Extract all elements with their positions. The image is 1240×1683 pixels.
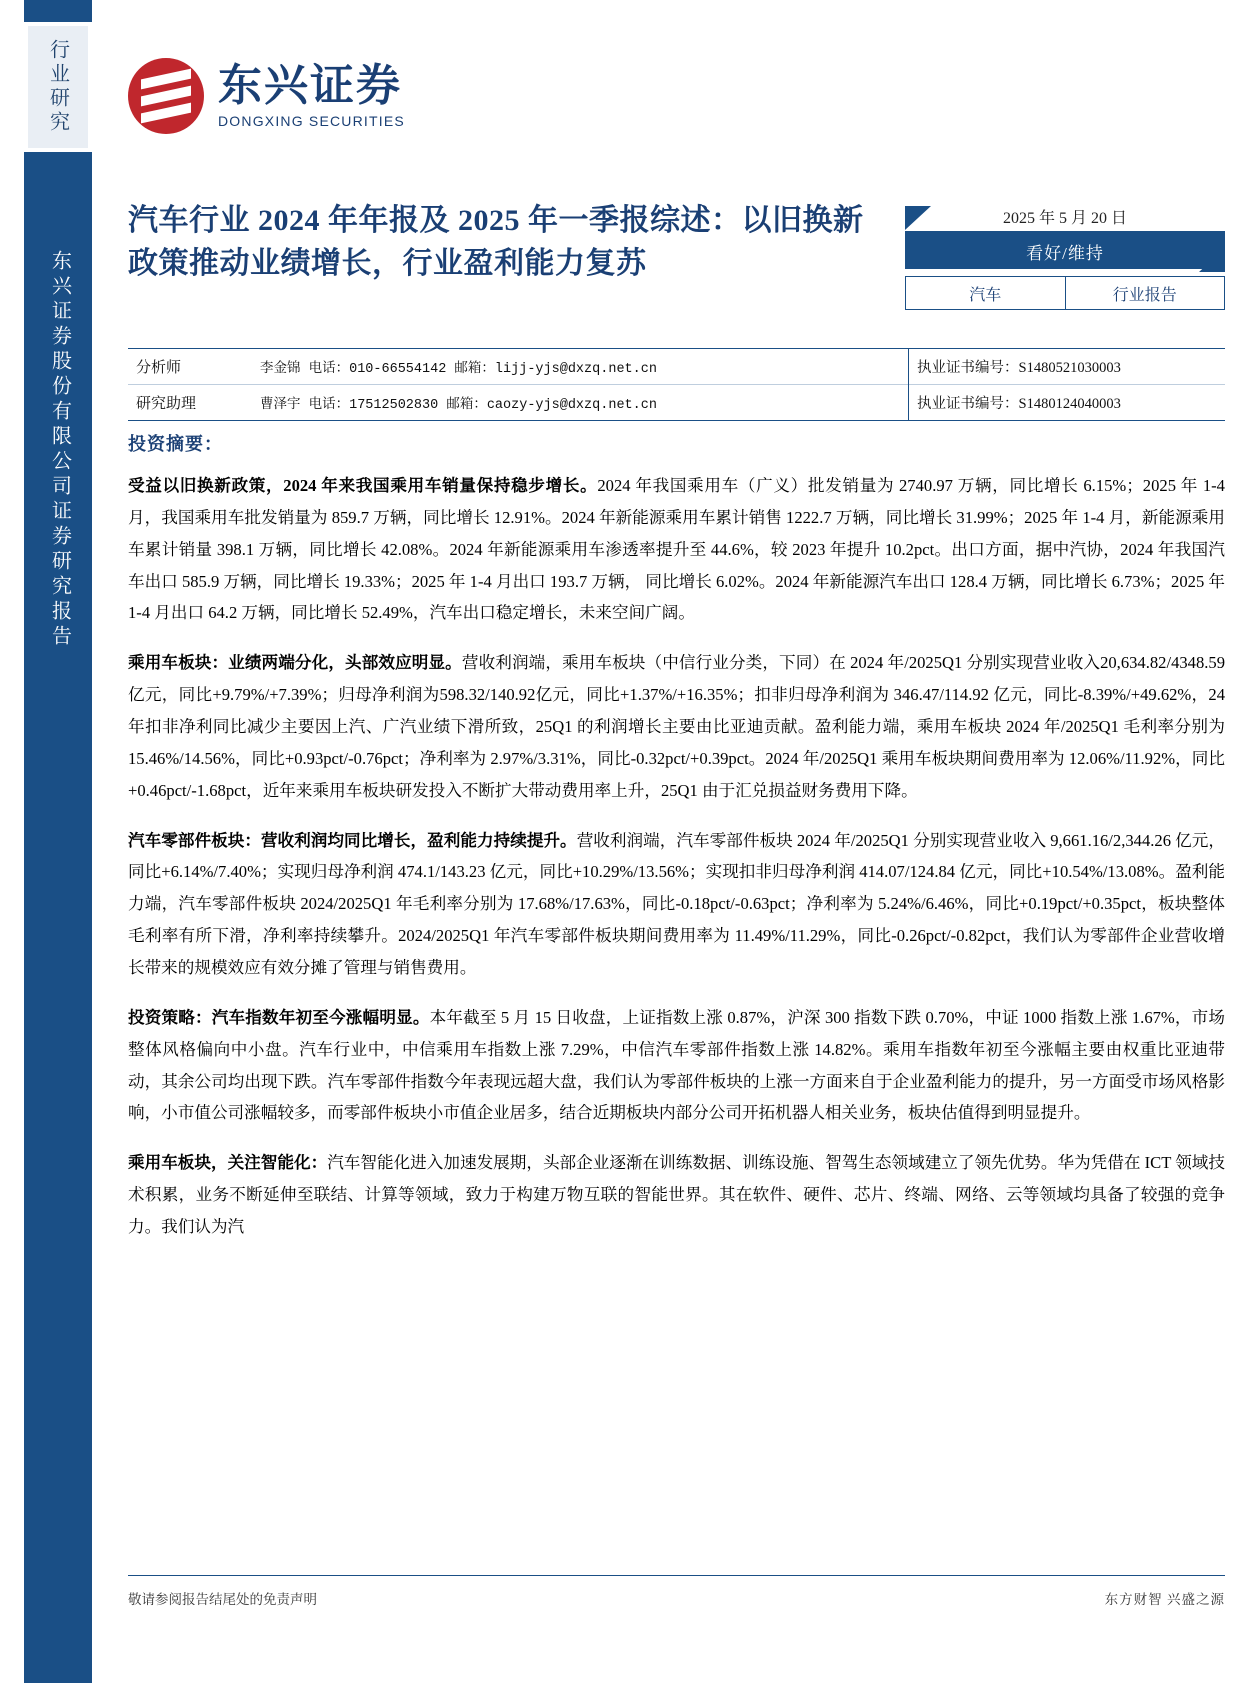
report-date: 2025 年 5 月 20 日 [1002, 210, 1127, 227]
footer-disclaimer: 敬请参阅报告结尾处的免责声明 [128, 1592, 317, 1607]
analyst-table [128, 348, 1225, 421]
paragraph-text: 2024 年我国乘用车（广义）批发销量为 2740.97 万辆，同比增长 6.15%；2025 年 1-4 月，我国乘用车批发销量为 859.7 万辆，同比增长 12.91%。2024 年新能源乘用车累计销售 1222.7 万辆，同比增长 31.99%；2025 年 1-4 月，新能源乘用车累计销量 398.1 万辆，同比增长 42.08%。2024 年新能源乘用车渗透率提升至 44.6%，较 2023 年提升 10.2pct。出口方面，据中汽协，2024 年我国汽车出口 585.9 万辆，同比增长 19.33%；2025 年 1-4 月出口 193.7 万辆， 同比增长 6.02%。2024 年新能源汽车出口 128.4 万辆，同比增长 6.73%；2025 年 1-4 月出口 64.2 万辆，同比增长 52.49%，汽车出口稳定增长，未来空间广阔。 [128, 476, 1225, 623]
assistant-info: 曹泽宇 电话：17512502830 邮箱：caozy-yjs@dxzq.net.cn [252, 385, 909, 421]
vertical-company-label: 东兴证券股份有限公司证券研究报告 [48, 250, 71, 650]
paragraph [128, 825, 1225, 984]
rating-badge: 看好/维持 [905, 233, 1225, 269]
footer-slogan: 东方财智 兴盛之源 [1104, 1592, 1225, 1607]
paragraph [128, 470, 1225, 629]
vertical-company-label-wrap [30, 250, 88, 890]
report-type-tag: 行业报告 [1065, 277, 1225, 309]
industry-research-tab [28, 26, 88, 148]
analyst-info: 李金锦 电话：010-66554142 邮箱：lijj-yjs@dxzq.net.cn [252, 349, 909, 385]
brand-logo [128, 58, 405, 134]
page-title: 汽车行业 2024 年年报及 2025 年一季报综述：以旧换新政策推动业绩增长，行业盈利能力复苏 [128, 204, 864, 280]
paragraph-lead: 汽车零部件板块：营收利润均同比增长，盈利能力持续提升。 [128, 830, 577, 850]
paragraph-lead: 乘用车板块，关注智能化： [128, 1153, 328, 1173]
table-row [128, 385, 1225, 421]
decor-triangle-right-icon [1199, 248, 1225, 272]
brand-name-cn: 东兴证券 [218, 60, 402, 110]
paragraph-text: 汽车智能化进入加速发展期，头部企业逐渐在训练数据、训练设施、智驾生态领域建立了领先优势。华为凭借在 ICT 领域技术积累，业务不断延伸至联结、计算等领域，致力于构建万物互联的智能世界。其在软件、硬件、芯片、终端、网络、云等领域均具备了较强的竞争力。我们认为汽 [128, 1153, 1226, 1237]
paragraph-text: 本年截至 5 月 15 日收盘，上证指数上涨 0.87%，沪深 300 指数下跌 0.70%，中证 1000 指数上涨 1.67%，市场整体风格偏向中小盘。汽车行业中，中信乘用车指数上涨 7.29%，中信汽车零部件指数上涨 14.82%。乘用车指数年初至今涨幅主要由权重比亚迪带动，其余公司均出现下跌。汽车零部件指数今年表现远超大盘，我们认为零部件板块的上涨一方面来自于企业盈利能力的提升，另一方面受市场风格影响，小市值公司涨幅较多，而零部件板块小市值企业居多，结合近期板块内部分公司开拓机器人相关业务，板块估值得到明显提升。 [128, 1007, 1226, 1123]
paragraph-lead: 投资策略：汽车指数年初至今涨幅明显。 [128, 1007, 430, 1027]
tag-row [905, 276, 1225, 310]
industry-research-label: 行业研究 [46, 39, 69, 135]
summary-heading: 投资摘要： [128, 434, 223, 454]
analyst-role: 分析师 [128, 349, 252, 385]
paragraph-lead: 乘用车板块：业绩两端分化，头部效应明显。 [128, 653, 462, 673]
paragraph [128, 1147, 1225, 1243]
analyst-cert: 执业证书编号：S1480521030003 [909, 349, 1226, 385]
table-row [128, 349, 1225, 385]
footer-divider [128, 1575, 1225, 1576]
summary-body [128, 470, 1225, 1261]
paragraph [128, 647, 1225, 806]
dongxing-logo-icon [128, 58, 204, 134]
assistant-role: 研究助理 [128, 385, 252, 421]
assistant-cert: 执业证书编号：S1480124040003 [909, 385, 1226, 421]
brand-name-en: DONGXING SECURITIES [218, 113, 405, 130]
paragraph-text: 营收利润端，乘用车板块（中信行业分类，下同）在 2024 年/2025Q1 分别实现营业收入20,634.82/4348.59 亿元，同比+9.79%/+7.39%；归母净利润为598.32/140.92亿元，同比+1.37%/+16.35%；扣非归母净利润为 346.47/114.92 亿元，同比-8.39%/+49.62%，24 年扣非净利同比减少主要因上汽、广汽业绩下滑所致，25Q1 的利润增长主要由比亚迪贡献。盈利能力端，乘用车板块 2024 年/2025Q1 毛利率分别为 15.46%/14.56%，同比+0.93pct/-0.76pct；净利率为 2.97%/3.31%，同比-0.32pct/+0.39pct。2024 年/2025Q1 乘用车板块期间费用率为 12.06%/11.92%，同比+0.46pct/-1.68pct，近年来乘用车板块研发投入不断扩大带动费用率上升，25Q1 由于汇兑损益财务费用下降。 [128, 653, 1225, 800]
paragraph-text: 营收利润端，汽车零部件板块 2024 年/2025Q1 分别实现营业收入 9,661.16/2,344.26 亿元，同比+6.14%/7.40%；实现归母净利润 474.1/143.23 亿元，同比+10.29%/13.56%；实现扣非归母净利润 414.07/124.84 亿元，同比+10.54%/13.08%。盈利能力端，汽车零部件板块 2024/2025Q1 年毛利率分别为 17.68%/17.63%，同比-0.18pct/-0.63pct；净利率为 5.24%/6.46%，同比+0.19pct/+0.35pct，板块整体毛利率有所下滑，净利率持续攀升。2024/2025Q1 年汽车零部件板块期间费用率为 11.49%/11.29%，同比-0.26pct/-0.82pct，我们认为零部件企业营收增长带来的规模效应有效分摊了管理与销售费用。 [128, 830, 1226, 978]
industry-tag: 汽车 [969, 286, 1002, 304]
paragraph [128, 1002, 1225, 1129]
paragraph-lead: 受益以旧换新政策，2024 年来我国乘用车销量保持稳步增长。 [128, 476, 598, 495]
